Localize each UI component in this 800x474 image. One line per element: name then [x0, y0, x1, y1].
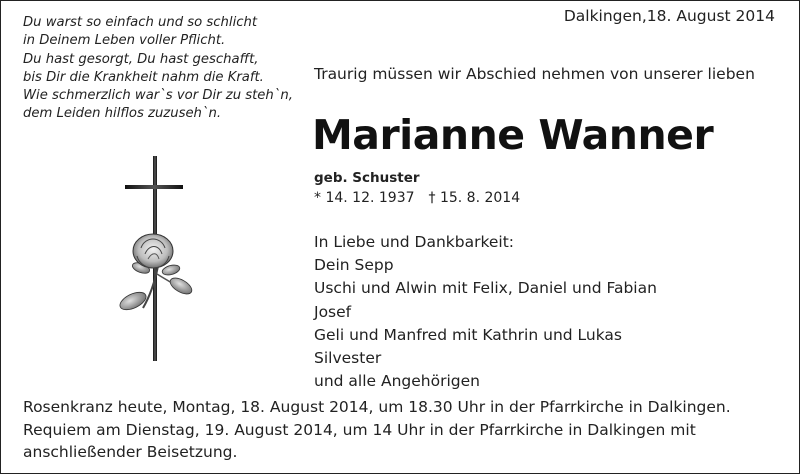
poem-line: in Deinem Leben voller Pflicht. [23, 33, 226, 49]
service-info [23, 396, 731, 464]
poem-line: dem Leiden hilflos zuzuseh`n. [23, 106, 222, 122]
deceased-name: Marianne Wanner [312, 111, 714, 159]
mourner-line: Geli und Manfred mit Kathrin und Lukas [314, 325, 622, 344]
mourner-line: Uschi und Alwin mit Felix, Daniel und Fabian [314, 279, 657, 298]
mourner-line: Dein Sepp [314, 256, 394, 275]
service-line: Rosenkranz heute, Montag, 18. August 2014, um 18.30 Uhr in der Pfarrkirche in Dalkingen. [23, 398, 731, 416]
place-date: Dalkingen,18. August 2014 [563, 7, 775, 25]
life-dates [314, 190, 520, 206]
service-line: anschließender Beisetzung. [23, 443, 238, 461]
mourner-line: Josef [314, 302, 352, 321]
poem-line: Du warst so einfach und so schlicht [23, 15, 258, 30]
birth-date: * 14. 12. 1937 [314, 190, 415, 206]
intro-text: Traurig müssen wir Abschied nehmen von unserer lieben [314, 65, 755, 83]
poem [23, 14, 293, 124]
mourner-line: Silvester [314, 349, 382, 368]
mourner-line: und alle Angehörigen [314, 372, 480, 391]
poem-line: Wie schmerzlich war`s vor Dir zu steh`n, [23, 88, 293, 104]
death-date: † 15. 8. 2014 [428, 190, 521, 206]
poem-line: Du hast gesorgt, Du hast geschafft, [23, 51, 259, 67]
service-line: Requiem am Dienstag, 19. August 2014, um 14 Uhr in der Pfarrkirche in Dalkingen mit [23, 420, 696, 439]
maiden-name: geb. Schuster [314, 170, 420, 186]
cross-with-rose-icon [113, 156, 203, 371]
mourners-list [314, 231, 657, 393]
poem-line: bis Dir die Krankheit nahm die Kraft. [23, 69, 264, 85]
mourner-line: In Liebe und Dankbarkeit: [314, 233, 515, 251]
